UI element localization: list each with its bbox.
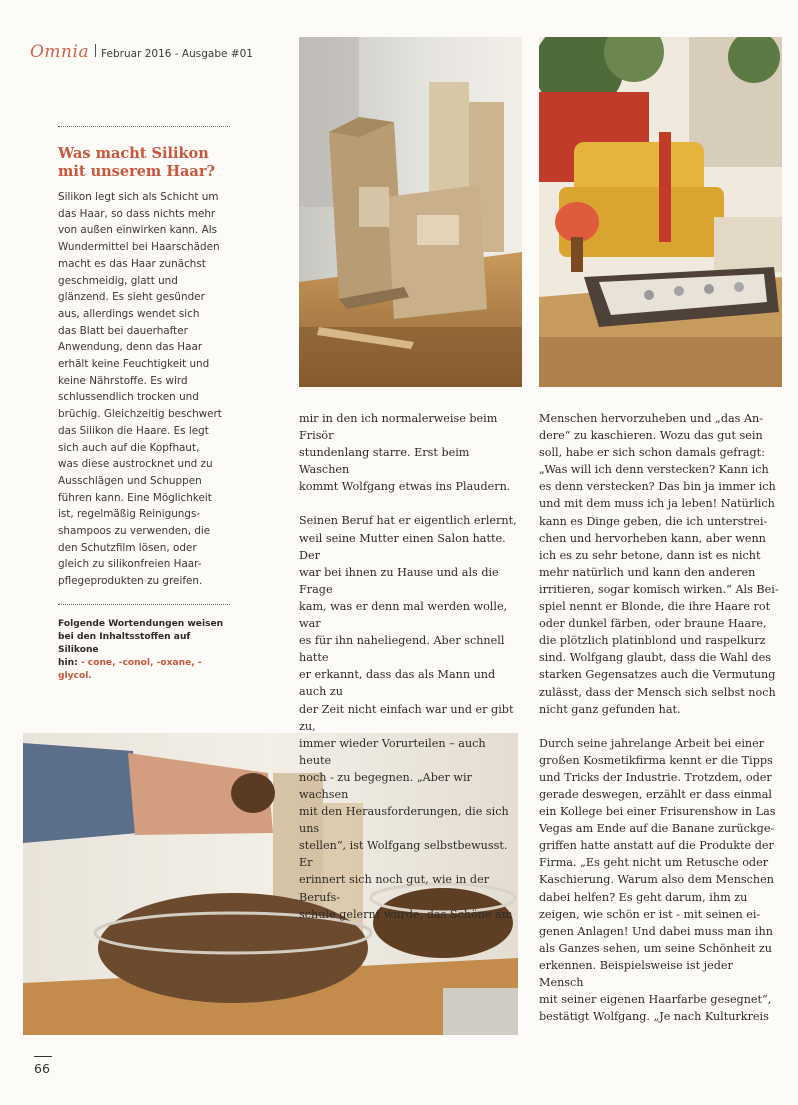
magazine-header [30,42,253,60]
magazine-logo: Omnia [30,42,90,62]
sidebar-title: Was macht Silikon mit unserem Haar? [58,145,215,180]
sidebar-note [58,618,230,683]
article-paragraph: Menschen hervorzuheben und „das An- dere“ zu kaschieren. Wozu das gut sein soll, habe er sich schon damals gefragt: „Was will ich denn verstecken? Kann ich es denn verstecken? Das bin ja immer ich und mit dem muss ich ja leben! Natürlich kann es Dinge geben, die ich unterstrei- chen und hervorheben kann, aber wenn ich es zu sehr betone, dann ist es nicht mehr natürlich und kann den anderen irritieren, sogar komisch wirken.“ Als Bei- spiel nennt er Blonde, die ihre Haare rot oder dunkel färben, oder braune Haare, die plötzlich platinblond und raspelkurz sind. Wolfgang glaubt, dass die Wahl des starken Gegensatzes auch die Vermutung zulässt, dass der Mensch sich selbst noch nicht ganz gefunden hat. [539,412,779,716]
article-paragraph: mir in den ich normalerweise beim Frisör stundenlang starre. Erst beim Waschen kommt Wolfgang etwas ins Plaudern. [299,412,511,494]
info-sidebar [58,126,230,683]
page-number-rule [34,1056,52,1057]
sidebar-top-divider [58,126,230,127]
products-photo [299,37,522,387]
header-divider [95,44,96,57]
article-column-2 [539,410,779,1025]
issue-info: Februar 2016 - Ausgabe #01 [101,48,253,60]
page-number: 66 [34,1061,50,1076]
article-column-1 [299,410,521,923]
sidebar-body: Silikon legt sich als Schicht um das Haar, so dass nichts mehr von außen einwirken kann. Als Wundermittel bei Haarschäden macht es das Haar zunächst geschmeidig, glatt und glänzend. Es sieht gesünder aus, allerdings wendet sich das Blatt bei dauerhafter Anwendung, denn das Haar erhält keine Feuchtigkeit und keine Nährstoffe. Es wird schlussendlich trocken und brüchig. Gleichzeitig beschwert das Silikon die Haare. Es legt sich auch auf die Kopfhaut, was diese austrocknet und zu Ausschlägen und Schuppen führen kann. Eine Möglichkeit ist, regelmäßig Reinigungs- shampoos zu verwenden, die den Schutzfilm lösen, oder gleich zu silikonfreien Haar- pflegeprodukten zu greifen. [58,191,222,588]
sidebar-note-endings: - cone, -conol, -oxane, -glycol. [58,657,202,681]
sidebar-divider [58,604,230,605]
article-paragraph: Durch seine jahrelange Arbeit bei einer großen Kosmetikfirma kennt er die Tipps und Tricks der Industrie. Trotzdem, oder gerade deswegen, erzählt er dass einmal ein Kollege bei einer Frisurenshow in Las Vegas am Ende auf die Banane zurückge- griffen hatte anstatt auf die Produkte der Firma. „Es geht nicht um Retusche oder Kaschierung. Warum also dem Menschen dabei helfen? Es geht darum, ihm zu zeigen, wie schön er ist - mit seinen ei- genen Anlagen! Und dabei muss man ihn als Ganzes sehen, um seine Schönheit zu erkennen. Beispielsweise ist jeder Mensch mit seiner eigenen Haarfarbe gesegnet“, bestätigt Wolfgang. „Je nach Kulturkreis [539,736,776,1024]
article-paragraph: Seinen Beruf hat er eigentlich erlernt, weil seine Mutter einen Salon hatte. Der war bei ihnen zu Hause und als die Frage kam, was er denn mal werden wolle, war es für ihn naheliegend. Aber schnell hatte er erkannt, dass das als Mann und auch zu der Zeit nicht einfach war und er gibt zu, immer wieder Vorurteilen – auch heute noch - zu begegnen. „Aber wir wachsen mit den Herausforderungen, die sich uns stellen“, ist Wolfgang selbstbewusst. Er erinnert sich noch gut, wie in der Berufs- schule gelernt wurde, das Schöne am [299,514,517,921]
salon-photo [539,37,782,387]
sidebar-note-lead: Folgende Wortendungen weisen bei den Inhaltsstoffen auf Silikone hin: [58,618,224,668]
